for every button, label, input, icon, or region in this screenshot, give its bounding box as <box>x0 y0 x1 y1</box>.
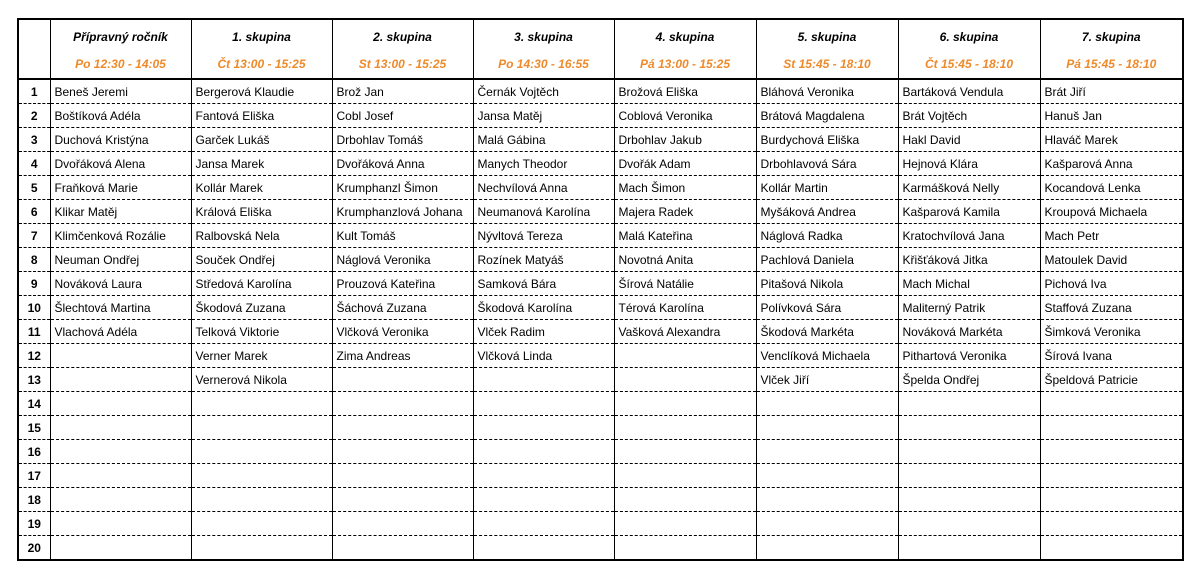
student-cell <box>1040 512 1183 536</box>
table-row <box>18 512 1183 536</box>
student-cell <box>191 392 332 416</box>
student-cell: Maliterný Patrik <box>898 296 1040 320</box>
header-row <box>18 19 1183 79</box>
student-cell <box>614 536 756 561</box>
row-number: 17 <box>18 464 50 488</box>
student-cell: Manych Theodor <box>473 152 614 176</box>
student-cell: Neumanová Karolína <box>473 200 614 224</box>
table-row <box>18 440 1183 464</box>
student-cell <box>191 416 332 440</box>
student-cell: Drbohlavová Sára <box>756 152 898 176</box>
student-cell <box>756 512 898 536</box>
student-cell <box>332 512 473 536</box>
student-cell <box>50 464 191 488</box>
row-number-header <box>18 19 50 79</box>
student-cell: Klikar Matěj <box>50 200 191 224</box>
student-cell: Klimčenková Rozálie <box>50 224 191 248</box>
student-cell: Jansa Matěj <box>473 104 614 128</box>
student-cell: Prouzová Kateřina <box>332 272 473 296</box>
student-cell: Mach Petr <box>1040 224 1183 248</box>
student-cell: Vlčková Linda <box>473 344 614 368</box>
group-time: Čt 15:45 - 18:10 <box>924 57 1014 71</box>
student-cell <box>50 512 191 536</box>
table-row <box>18 536 1183 561</box>
student-cell <box>332 464 473 488</box>
student-cell: Neuman Ondřej <box>50 248 191 272</box>
row-number: 15 <box>18 416 50 440</box>
student-cell <box>898 512 1040 536</box>
row-number: 5 <box>18 176 50 200</box>
row-number: 4 <box>18 152 50 176</box>
student-cell <box>473 368 614 392</box>
student-cell: Pichová Iva <box>1040 272 1183 296</box>
student-cell <box>473 392 614 416</box>
table-row <box>18 248 1183 272</box>
row-number: 6 <box>18 200 50 224</box>
student-cell <box>756 464 898 488</box>
table-row <box>18 368 1183 392</box>
student-cell <box>1040 464 1183 488</box>
group-name: 3. skupina <box>514 30 573 44</box>
row-number: 8 <box>18 248 50 272</box>
student-cell: Náglová Veronika <box>332 248 473 272</box>
row-number: 14 <box>18 392 50 416</box>
student-cell: Verner Marek <box>191 344 332 368</box>
student-cell: Šlechtová Martina <box>50 296 191 320</box>
student-cell: Vlčková Veronika <box>332 320 473 344</box>
student-cell: Malá Kateřina <box>614 224 756 248</box>
student-cell <box>898 464 1040 488</box>
student-cell: Vašková Alexandra <box>614 320 756 344</box>
student-cell: Pachlová Daniela <box>756 248 898 272</box>
table-body <box>18 79 1183 560</box>
student-cell: Kašparová Anna <box>1040 152 1183 176</box>
student-cell: Novotná Anita <box>614 248 756 272</box>
student-cell: Středová Karolína <box>191 272 332 296</box>
table-row <box>18 416 1183 440</box>
student-cell <box>614 440 756 464</box>
group-time: Po 14:30 - 16:55 <box>498 57 589 71</box>
student-cell <box>614 416 756 440</box>
table-row <box>18 464 1183 488</box>
student-cell: Kratochvílová Jana <box>898 224 1040 248</box>
student-cell: Bergerová Klaudie <box>191 79 332 104</box>
student-cell <box>756 416 898 440</box>
student-cell: Šimková Veronika <box>1040 320 1183 344</box>
table-row <box>18 392 1183 416</box>
table-row <box>18 128 1183 152</box>
student-cell: Boštíková Adéla <box>50 104 191 128</box>
student-cell <box>614 488 756 512</box>
row-number: 19 <box>18 512 50 536</box>
student-cell <box>50 416 191 440</box>
group-header <box>898 19 1040 79</box>
student-cell: Škodová Zuzana <box>191 296 332 320</box>
student-cell <box>332 416 473 440</box>
student-cell <box>473 536 614 561</box>
student-cell: Ralbovská Nela <box>191 224 332 248</box>
student-cell: Pitašová Nikola <box>756 272 898 296</box>
student-cell <box>473 440 614 464</box>
group-time: Pá 15:45 - 18:10 <box>1066 57 1157 71</box>
student-cell: Duchová Kristýna <box>50 128 191 152</box>
group-name: 2. skupina <box>373 30 432 44</box>
group-name: 6. skupina <box>939 30 999 44</box>
student-cell <box>614 344 756 368</box>
student-cell: Vlček Jiří <box>756 368 898 392</box>
student-cell: Dvořáková Alena <box>50 152 191 176</box>
student-cell: Mach Michal <box>898 272 1040 296</box>
student-cell <box>1040 536 1183 561</box>
student-cell <box>614 368 756 392</box>
student-cell: Bartáková Vendula <box>898 79 1040 104</box>
student-cell: Krumphanzlová Johana <box>332 200 473 224</box>
student-cell: Šírová Natálie <box>614 272 756 296</box>
student-cell <box>332 536 473 561</box>
student-cell: Staffová Zuzana <box>1040 296 1183 320</box>
student-cell <box>1040 488 1183 512</box>
student-cell <box>50 368 191 392</box>
table-row <box>18 152 1183 176</box>
student-cell: Nechvílová Anna <box>473 176 614 200</box>
table-row <box>18 272 1183 296</box>
student-cell: Kroupová Michaela <box>1040 200 1183 224</box>
student-cell <box>1040 392 1183 416</box>
student-cell <box>898 416 1040 440</box>
student-cell: Dvořák Adam <box>614 152 756 176</box>
student-cell: Coblová Veronika <box>614 104 756 128</box>
student-cell: Brát Vojtěch <box>898 104 1040 128</box>
student-cell: Vlček Radim <box>473 320 614 344</box>
student-cell: Rozínek Matyáš <box>473 248 614 272</box>
student-cell: Křišťáková Jitka <box>898 248 1040 272</box>
student-cell: Drbohlav Jakub <box>614 128 756 152</box>
student-cell: Garček Lukáš <box>191 128 332 152</box>
row-number: 10 <box>18 296 50 320</box>
student-cell <box>756 440 898 464</box>
group-name: 4. skupina <box>655 30 715 44</box>
row-number: 11 <box>18 320 50 344</box>
group-header <box>50 19 191 79</box>
student-cell <box>756 392 898 416</box>
student-cell: Beneš Jeremi <box>50 79 191 104</box>
student-cell: Burdychová Eliška <box>756 128 898 152</box>
table-row <box>18 79 1183 104</box>
group-name: 7. skupina <box>1081 30 1141 44</box>
row-number: 1 <box>18 79 50 104</box>
table-row <box>18 176 1183 200</box>
row-number: 7 <box>18 224 50 248</box>
student-cell <box>50 488 191 512</box>
student-cell: Térová Karolína <box>614 296 756 320</box>
student-cell: Pithartová Veronika <box>898 344 1040 368</box>
student-cell <box>614 392 756 416</box>
group-time: Pá 13:00 - 15:25 <box>639 57 731 71</box>
group-roster-table <box>17 18 1184 561</box>
row-number: 12 <box>18 344 50 368</box>
group-time: Po 12:30 - 14:05 <box>75 57 166 71</box>
student-cell <box>1040 416 1183 440</box>
student-cell: Cobl Josef <box>332 104 473 128</box>
row-number: 3 <box>18 128 50 152</box>
student-cell <box>473 464 614 488</box>
group-header <box>1040 19 1183 79</box>
group-name: 5. skupina <box>797 30 857 44</box>
student-cell: Hakl David <box>898 128 1040 152</box>
student-cell: Hanuš Jan <box>1040 104 1183 128</box>
student-cell <box>1040 440 1183 464</box>
group-time: St 13:00 - 15:25 <box>358 57 447 71</box>
student-cell: Kollár Martin <box>756 176 898 200</box>
student-cell: Brožová Eliška <box>614 79 756 104</box>
student-cell: Nováková Markéta <box>898 320 1040 344</box>
student-cell <box>473 512 614 536</box>
table-row <box>18 488 1183 512</box>
group-time: Čt 13:00 - 15:25 <box>217 57 306 71</box>
student-cell <box>191 464 332 488</box>
student-cell: Fraňková Marie <box>50 176 191 200</box>
student-cell <box>473 488 614 512</box>
student-cell: Fantová Eliška <box>191 104 332 128</box>
student-cell <box>50 344 191 368</box>
row-number: 2 <box>18 104 50 128</box>
row-number: 9 <box>18 272 50 296</box>
student-cell: Kult Tomáš <box>332 224 473 248</box>
student-cell <box>50 536 191 561</box>
student-cell: Kocandová Lenka <box>1040 176 1183 200</box>
student-cell: Nováková Laura <box>50 272 191 296</box>
student-cell: Škodová Karolína <box>473 296 614 320</box>
student-cell: Souček Ondřej <box>191 248 332 272</box>
student-cell <box>898 392 1040 416</box>
student-cell: Bláhová Veronika <box>756 79 898 104</box>
group-name: Přípravný ročník <box>73 30 168 44</box>
student-cell: Karmášková Nelly <box>898 176 1040 200</box>
student-cell: Hlaváč Marek <box>1040 128 1183 152</box>
student-cell: Venclíková Michaela <box>756 344 898 368</box>
student-cell <box>191 512 332 536</box>
student-cell <box>898 488 1040 512</box>
group-name: 1. skupina <box>232 30 291 44</box>
student-cell: Telková Viktorie <box>191 320 332 344</box>
group-header <box>332 19 473 79</box>
row-number: 20 <box>27 540 41 555</box>
student-cell: Vlachová Adéla <box>50 320 191 344</box>
group-header <box>756 19 898 79</box>
table-row <box>18 104 1183 128</box>
student-cell: Brož Jan <box>332 79 473 104</box>
table-header <box>18 19 1183 79</box>
student-cell: Kašparová Kamila <box>898 200 1040 224</box>
student-cell: Matoulek David <box>1040 248 1183 272</box>
group-header <box>191 19 332 79</box>
student-cell: Polívková Sára <box>756 296 898 320</box>
student-cell: Šáchová Zuzana <box>332 296 473 320</box>
student-cell: Malá Gábina <box>473 128 614 152</box>
student-cell <box>898 440 1040 464</box>
student-cell: Mach Šimon <box>614 176 756 200</box>
student-cell <box>50 440 191 464</box>
student-cell <box>191 440 332 464</box>
student-cell: Dvořáková Anna <box>332 152 473 176</box>
student-cell: Špelda Ondřej <box>898 368 1040 392</box>
student-cell: Špeldová Patricie <box>1040 368 1183 392</box>
student-cell <box>756 488 898 512</box>
row-number: 18 <box>18 488 50 512</box>
student-cell: Myšáková Andrea <box>756 200 898 224</box>
student-cell <box>332 392 473 416</box>
student-cell <box>191 536 332 561</box>
group-header <box>614 19 756 79</box>
table-row <box>18 320 1183 344</box>
student-cell: Brátová Magdalena <box>756 104 898 128</box>
student-cell <box>332 488 473 512</box>
table-row <box>18 200 1183 224</box>
student-cell: Zima Andreas <box>332 344 473 368</box>
student-cell: Šírová Ivana <box>1040 344 1183 368</box>
student-cell: Náglová Radka <box>756 224 898 248</box>
student-cell <box>614 512 756 536</box>
student-cell: Vernerová Nikola <box>191 368 332 392</box>
group-header <box>473 19 614 79</box>
student-cell: Jansa Marek <box>191 152 332 176</box>
student-cell: Kollár Marek <box>191 176 332 200</box>
student-cell <box>614 464 756 488</box>
student-cell <box>332 440 473 464</box>
student-cell: Škodová Markéta <box>756 320 898 344</box>
student-cell: Nývltová Tereza <box>473 224 614 248</box>
student-cell: Drbohlav Tomáš <box>332 128 473 152</box>
student-cell: Majera Radek <box>614 200 756 224</box>
student-cell <box>473 416 614 440</box>
student-cell <box>898 536 1040 561</box>
student-cell: Krumphanzl Šimon <box>332 176 473 200</box>
student-cell: Brát Jiří <box>1040 79 1183 104</box>
row-number: 16 <box>18 440 50 464</box>
student-cell: Hejnová Klára <box>898 152 1040 176</box>
student-cell: Samková Bára <box>473 272 614 296</box>
group-time: St 15:45 - 18:10 <box>783 57 871 71</box>
student-cell <box>332 368 473 392</box>
student-cell <box>50 392 191 416</box>
student-cell: Králová Eliška <box>191 200 332 224</box>
row-number: 13 <box>18 368 50 392</box>
student-cell <box>191 488 332 512</box>
table-row <box>18 224 1183 248</box>
student-cell <box>756 536 898 561</box>
table-row <box>18 344 1183 368</box>
table-row <box>18 296 1183 320</box>
student-cell: Černák Vojtěch <box>473 79 614 104</box>
